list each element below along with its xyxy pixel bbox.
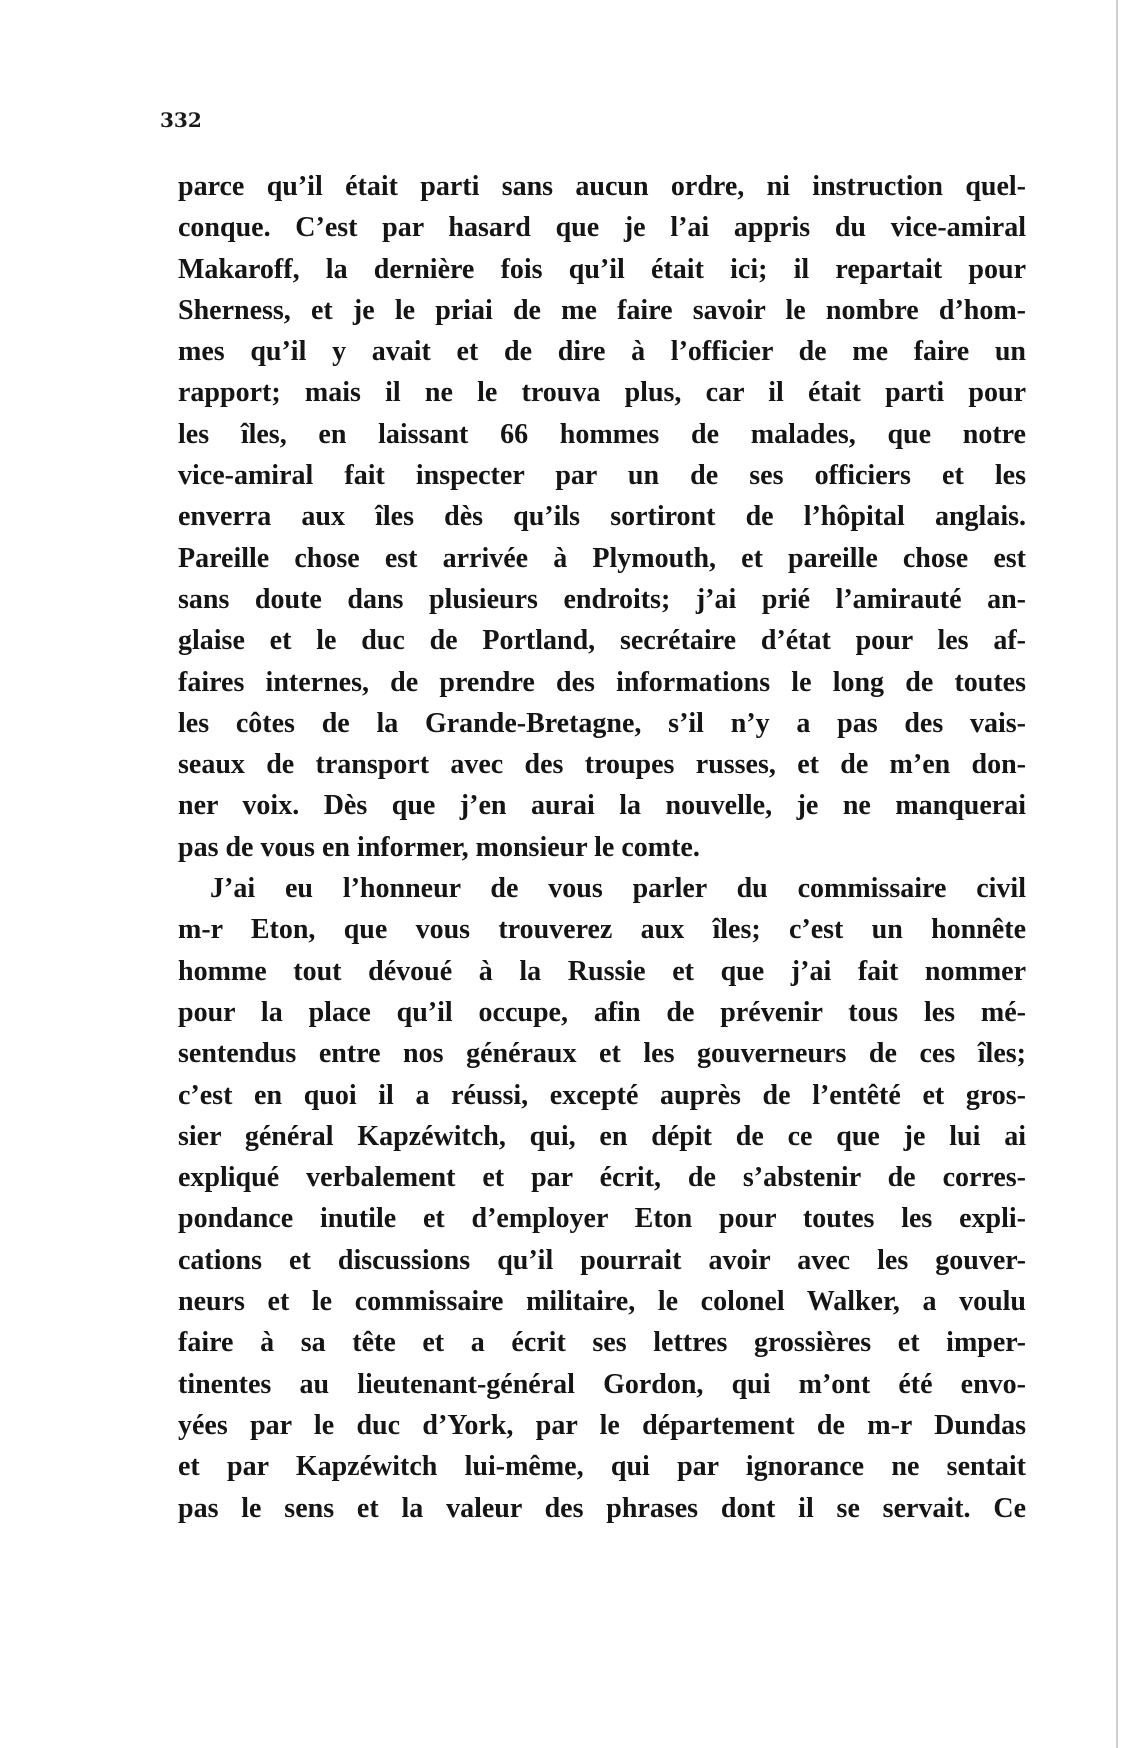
text-line: homme tout dévoué à la Russie et que j’ai fait nommer [178,955,1026,987]
text-line: les îles, en laissant 66 hommes de malades, que notre [178,418,1026,450]
text-line: sier général Kapzéwitch, qui, en dépit de ce que je lui ai [178,1120,1026,1152]
text-line: pour la place qu’il occupe, afin de prévenir tous les mé- [178,996,1026,1028]
text-line: rapport; mais il ne le trouva plus, car il était parti pour [178,377,1026,409]
page-edge-line [1116,0,1118,1748]
text-line: glaise et le duc de Portland, secrétaire d’état pour les af- [178,625,1026,657]
text-line: sentendus entre nos généraux et les gouverneurs de ces îles; [178,1038,1026,1070]
text-line: Pareille chose est arrivée à Plymouth, et pareille chose est [178,542,1026,574]
text-line: sans doute dans plusieurs endroits; j’ai prié l’amirauté an- [178,583,1026,615]
text-line: m-r Eton, que vous trouverez aux îles; c’est un honnête [178,914,1026,946]
text-line: pas le sens et la valeur des phrases dont il se servait. Ce [178,1492,1026,1524]
text-line: tinentes au lieutenant-général Gordon, qui m’ont été envo- [178,1368,1026,1400]
text-line: parce qu’il était parti sans aucun ordre, ni instruction quel- [178,171,1026,202]
text-line: les côtes de la Grande-Bretagne, s’il n’y a pas des vais- [178,707,1026,739]
paragraph-first-line: J’ai eu l’honneur de vous parler du commissaire civil [210,873,1026,905]
page-number: 332 [160,108,202,132]
text-line: enverra aux îles dès qu’ils sortiront de l’hôpital anglais. [178,501,1026,533]
text-line: yées par le duc d’York, par le département de m-r Dundas [178,1409,1026,1441]
text-line: seaux de transport avec des troupes russes, et de m’en don- [178,749,1026,781]
text-line: mes qu’il y avait et de dire à l’officier de me faire un [178,336,1026,368]
body-text [178,166,1026,1529]
text-line: pondance inutile et d’employer Eton pour toutes les expli- [178,1203,1026,1235]
text-line: conque. C’est par hasard que je l’ai appris du vice-amiral [178,212,1026,244]
text-line: faires internes, de prendre des informations le long de toutes [178,666,1026,698]
paragraph-last-line: pas de vous en informer, monsieur le comte. [178,831,700,863]
text-line: ner voix. Dès que j’en aurai la nouvelle, je ne manquerai [178,790,1026,822]
text-line: neurs et le commissaire militaire, le colonel Walker, a voulu [178,1286,1026,1318]
text-line: cations et discussions qu’il pourrait avoir avec les gouver- [178,1244,1026,1276]
text-line: expliqué verbalement et par écrit, de s’abstenir de corres- [178,1162,1026,1194]
text-line: faire à sa tête et a écrit ses lettres grossières et imper- [178,1327,1026,1359]
text-line: Makaroff, la dernière fois qu’il était ici; il repartait pour [178,253,1026,285]
text-line: vice-amiral fait inspecter par un de ses officiers et les [178,460,1026,492]
text-line: Sherness, et je le priai de me faire savoir le nombre d’hom- [178,294,1026,326]
text-line: c’est en quoi il a réussi, excepté auprès de l’entêté et gros- [178,1079,1026,1111]
text-line: et par Kapzéwitch lui-même, qui par ignorance ne sentait [178,1451,1026,1483]
